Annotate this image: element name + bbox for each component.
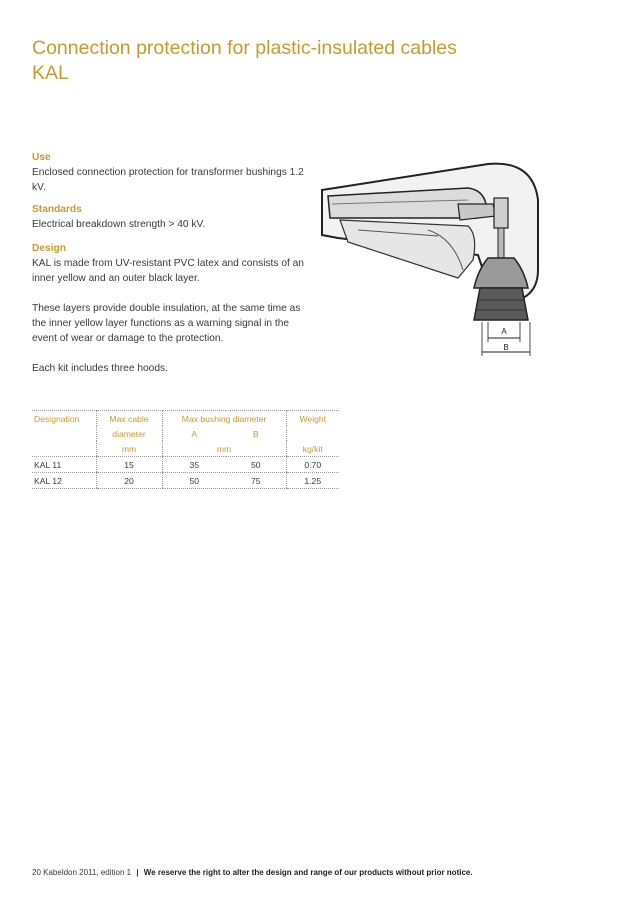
page-number: 20 (32, 868, 41, 877)
title-line-1: Connection protection for plastic-insulated cables (32, 37, 457, 59)
unit-bushing: mm (162, 441, 286, 457)
cell-cable: 15 (96, 457, 162, 473)
header-cable: Max cable (96, 411, 162, 427)
design-para-2: These layers provide double insulation, at the same time as the inner yellow layer functions as a warning signal in the event of wear or damage to the protection. (32, 303, 301, 344)
cell-designation: KAL 12 (32, 473, 96, 489)
unit-weight: kg/kit (286, 441, 339, 457)
design-section (32, 241, 312, 376)
design-para-3: Each kit includes three hoods. (32, 363, 168, 374)
use-text: Enclosed connection protection for transformer bushings 1.2 kV. (32, 167, 304, 193)
cell-weight: 1.25 (286, 473, 339, 489)
use-section (32, 150, 312, 195)
standards-heading: Standards (32, 204, 82, 215)
cell-a: 50 (162, 473, 226, 489)
unit-cable: mm (96, 441, 162, 457)
standards-section (32, 202, 312, 232)
cell-b: 50 (226, 457, 286, 473)
header-weight: Weight (286, 411, 339, 427)
design-heading: Design (32, 243, 66, 254)
cell-designation: KAL 11 (32, 457, 96, 473)
page-footer (32, 868, 473, 877)
header-b: B (252, 428, 259, 439)
dim-label-a: A (501, 327, 507, 336)
edition-text: Kabeldon 2011, edition 1 (43, 868, 132, 877)
table-row (32, 473, 339, 489)
specification-table (32, 410, 339, 489)
footer-notice: We reserve the right to alter the design and range of our products without prior notice. (143, 868, 473, 877)
header-cable-2: diameter (96, 426, 162, 441)
cell-cable: 20 (96, 473, 162, 489)
table-header-row (32, 411, 339, 427)
dim-label-b: B (503, 343, 509, 352)
standards-text: Electrical breakdown strength > 40 kV. (32, 219, 206, 230)
use-heading: Use (32, 152, 51, 163)
header-designation: Designation (32, 411, 96, 427)
header-a: A (162, 426, 226, 441)
bushing-body (474, 288, 528, 320)
bolt-stud (498, 228, 504, 258)
cell-b: 75 (226, 473, 286, 489)
inner-body (340, 220, 475, 278)
page-title (32, 36, 457, 86)
bolt-nut (494, 198, 508, 228)
title-line-2: KAL (32, 62, 69, 84)
cell-weight: 0.70 (286, 457, 339, 473)
connection-protection-illustration (318, 160, 550, 360)
table-subheader-row (32, 426, 339, 441)
footer-separator: | (136, 868, 139, 877)
design-para-1: KAL is made from UV-resistant PVC latex and consists of an inner yellow and an outer black layer. (32, 258, 304, 284)
header-bushing: Max bushing diameter (162, 411, 286, 427)
table-row (32, 457, 339, 473)
cell-a: 35 (162, 457, 226, 473)
table-units-row (32, 441, 339, 457)
